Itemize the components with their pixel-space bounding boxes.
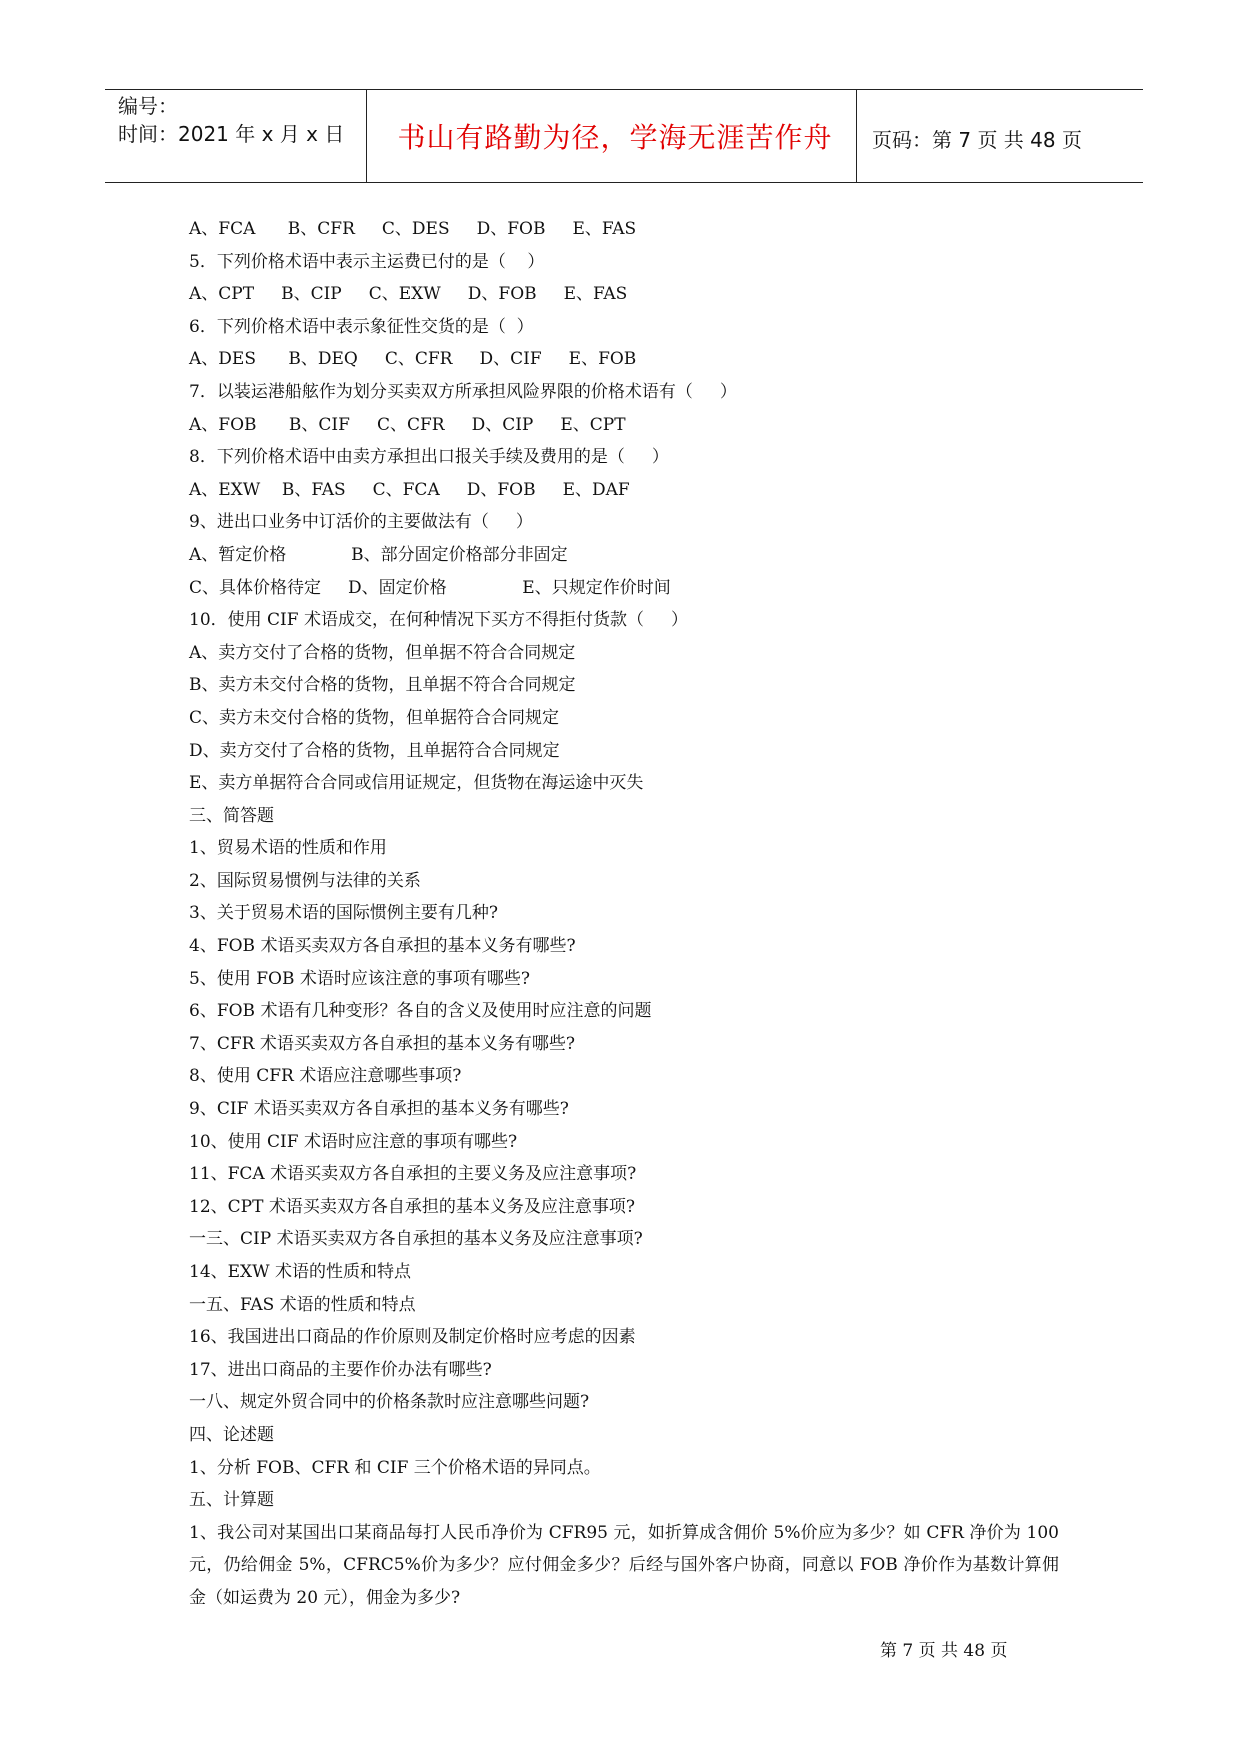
answer-option-10-c: C、卖方未交付合格的货物，但单据符合合同规定	[189, 707, 560, 728]
document-time-label: 时间：2021 年 x 月 x 日	[118, 122, 345, 146]
section-heading-short-answer: 三、简答题	[189, 805, 274, 826]
header-motto: 书山有路勤为径，学海无涯苦作舟	[397, 121, 833, 154]
answer-option-10-e: E、卖方单据符合合同或信用证规定，但货物在海运途中灭失	[189, 773, 644, 794]
section-heading-calculation: 五、计算题	[189, 1490, 274, 1511]
question-9: 9、进出口业务中订活价的主要做法有（ ）	[189, 512, 533, 533]
short-answer-item: 6、FOB 术语有几种变形？各自的含义及使用时应注意的问题	[189, 1001, 652, 1022]
answer-options-4: A、FCA B、CFR C、DES D、FOB E、FAS	[189, 219, 637, 239]
short-answer-item: 一五、FAS 术语的性质和特点	[189, 1294, 416, 1315]
short-answer-item: 14、EXW 术语的性质和特点	[189, 1262, 412, 1282]
essay-item: 1、分析 FOB、CFR 和 CIF 三个价格术语的异同点。	[189, 1457, 601, 1478]
answer-options-6: A、DES B、DEQ C、CFR D、CIF E、FOB	[189, 349, 637, 370]
answer-options-7: A、FOB B、CIF C、CFR D、CIP E、CPT	[189, 414, 626, 435]
short-answer-item: 9、CIF 术语买卖双方各自承担的基本义务有哪些?	[189, 1099, 569, 1120]
header-top-rule	[105, 89, 1143, 90]
short-answer-item: 10、使用 CIF 术语时应注意的事项有哪些?	[189, 1131, 518, 1152]
header-divider-left	[366, 90, 367, 182]
short-answer-item: 4、FOB 术语买卖双方各自承担的基本义务有哪些?	[189, 936, 576, 957]
answer-option-10-b: B、卖方未交付合格的货物，且单据不符合合同规定	[189, 675, 576, 696]
short-answer-item: 16、我国进出口商品的作价原则及制定价格时应考虑的因素	[189, 1327, 636, 1348]
question-7: 7．以装运港船舷作为划分买卖双方所承担风险界限的价格术语有（ ）	[189, 381, 737, 402]
header-left-block	[118, 92, 344, 148]
short-answer-item: 一三、CIP 术语买卖双方各自承担的基本义务及应注意事项?	[189, 1229, 643, 1250]
short-answer-item: 3、关于贸易术语的国际惯例主要有几种?	[189, 903, 498, 924]
answer-option-10-a: A、卖方交付了合格的货物，但单据不符合合同规定	[189, 642, 576, 663]
answer-option-10-d: D、卖方交付了合格的货物，且单据符合合同规定	[189, 740, 560, 761]
calculation-question-1: 1、我公司对某国出口某商品每打人民币净价为 CFR95 元，如折算成含佣价 5%价应为多少？如 CFR 净价为 100 元，仍给佣金 5%，CFRC5%价为多少？应付佣金多少？后经与国外客户协商，同意以 FOB 净价作为基数计算佣金（如运费为 20 元），佣金为多少?	[189, 1522, 1059, 1608]
answer-options-8: A、EXW B、FAS C、FCA D、FOB E、DAF	[189, 479, 630, 500]
section-heading-essay: 四、论述题	[189, 1424, 274, 1445]
document-body	[189, 213, 1069, 1615]
short-answer-item: 1、贸易术语的性质和作用	[189, 838, 387, 859]
short-answer-item: 12、CPT 术语买卖双方各自承担的基本义务及应注意事项?	[189, 1196, 635, 1217]
short-answer-item: 7、CFR 术语买卖双方各自承担的基本义务有哪些?	[189, 1033, 575, 1054]
header-page-info: 页码：第 7 页 共 48 页	[872, 128, 1082, 152]
page-footer: 第 7 页 共 48 页	[880, 1641, 1008, 1661]
question-10: 10．使用 CIF 术语成交，在何种情况下买方不得拒付货款（ ）	[189, 610, 688, 631]
short-answer-item: 8、使用 CFR 术语应注意哪些事项?	[189, 1066, 462, 1087]
short-answer-item: 一八、规定外贸合同中的价格条款时应注意哪些问题?	[189, 1392, 590, 1413]
question-6: 6．下列价格术语中表示象征性交货的是（ ）	[189, 316, 534, 337]
answer-options-9-row-1: A、暂定价格 B、部分固定价格部分非固定	[189, 544, 568, 565]
short-answer-item: 11、FCA 术语买卖双方各自承担的主要义务及应注意事项?	[189, 1164, 637, 1185]
question-5: 5．下列价格术语中表示主运费已付的是（ ）	[189, 251, 545, 272]
short-answer-item: 5、使用 FOB 术语时应该注意的事项有哪些?	[189, 968, 530, 989]
answer-options-5: A、CPT B、CIP C、EXW D、FOB E、FAS	[189, 284, 628, 305]
header-bottom-rule	[105, 182, 1143, 183]
document-number-label: 编号：	[118, 94, 178, 118]
answer-options-9-row-2: C、具体价格待定 D、固定价格 E、只规定作价时间	[189, 577, 671, 598]
short-answer-item: 2、国际贸易惯例与法律的关系	[189, 870, 421, 891]
question-8: 8．下列价格术语中由卖方承担出口报关手续及费用的是（ ）	[189, 447, 669, 468]
short-answer-item: 17、进出口商品的主要作价办法有哪些?	[189, 1359, 492, 1380]
